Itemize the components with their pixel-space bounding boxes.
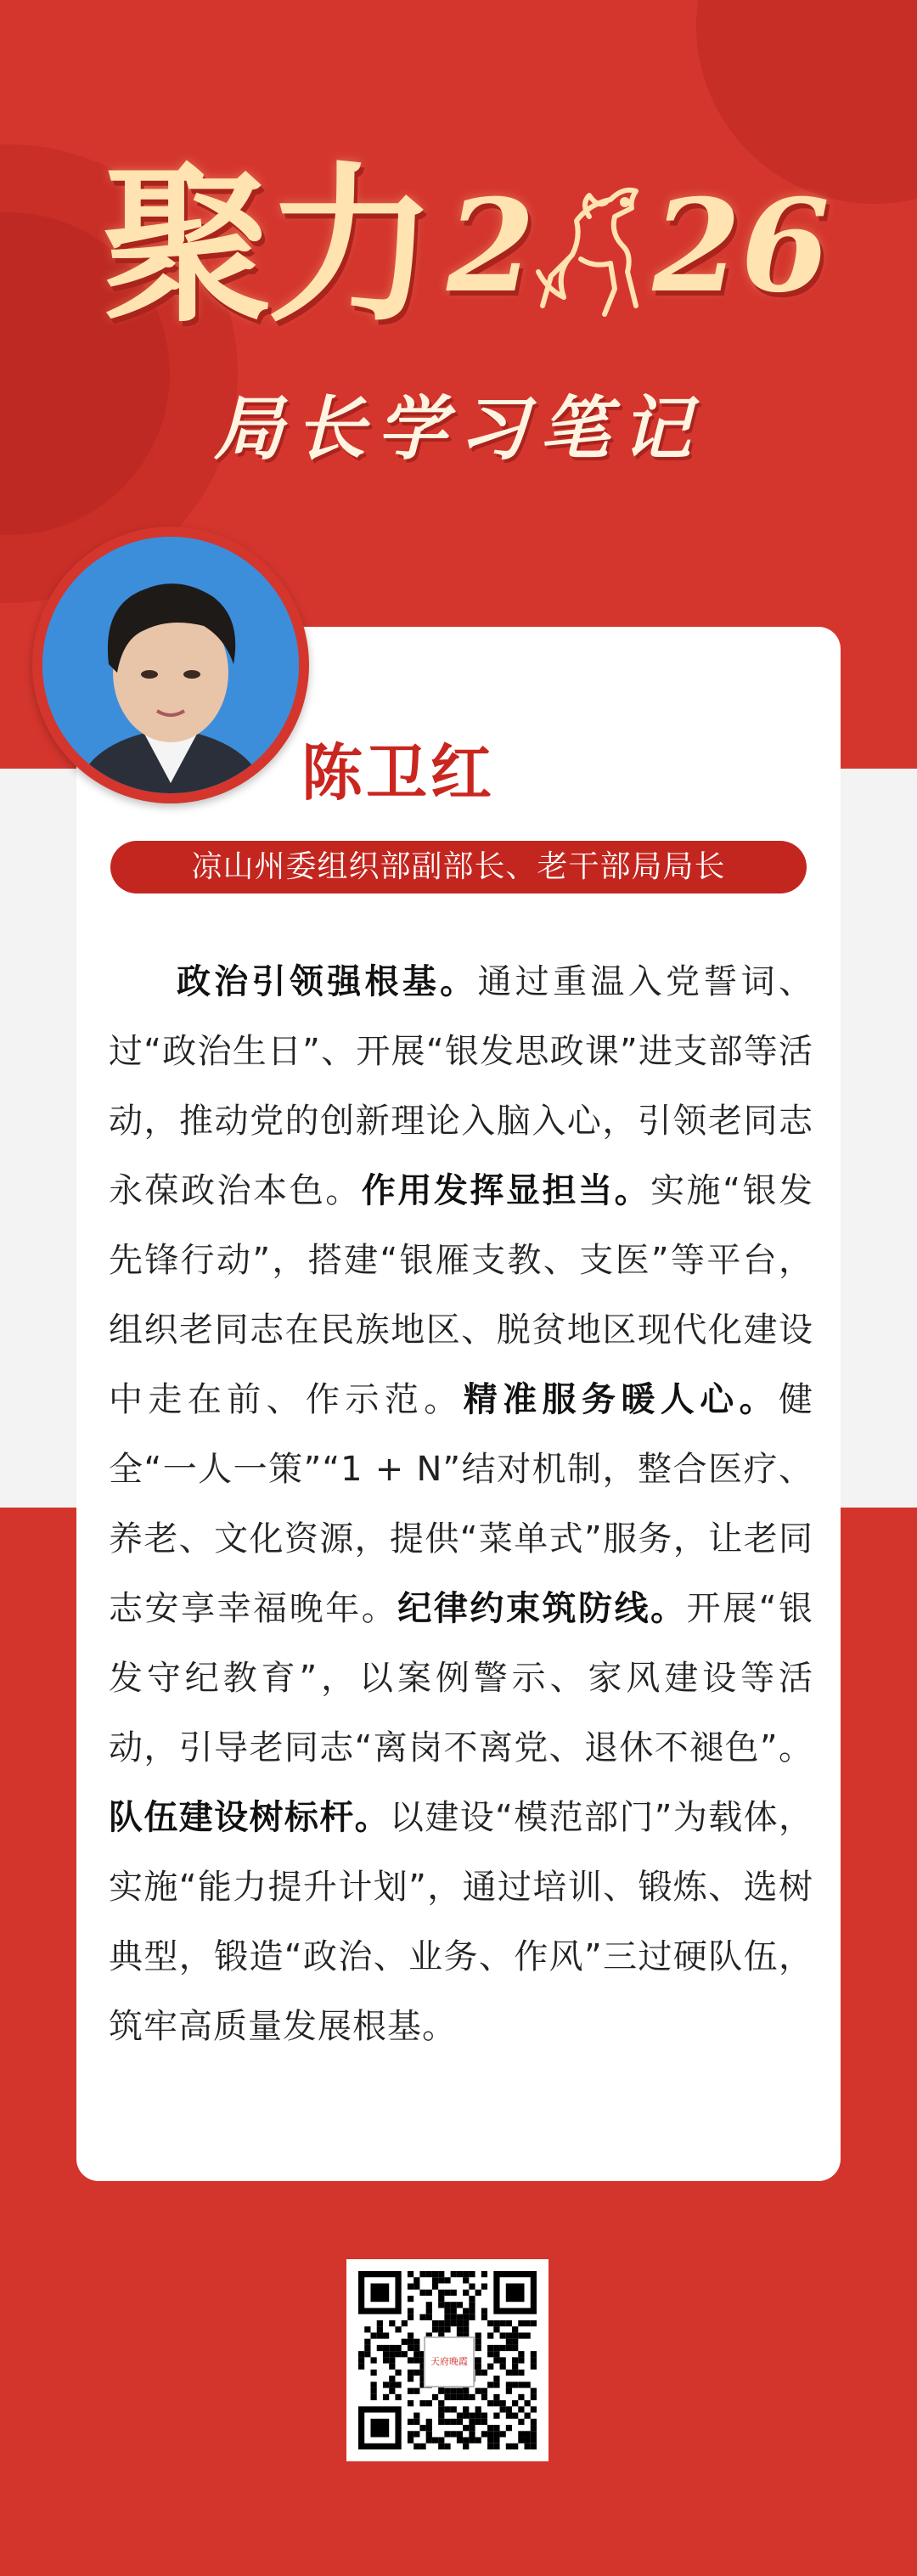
title-chars: 聚力 [102,146,432,346]
article-text: 实施“银发先锋行动”，搭建“银雁支教、支医”等平台，组织老同志在民族地区、脱贫地区现代化建设中走在前、作示范。 [109,1171,814,1419]
article-heading: 政治引领强根基。 [177,962,478,1001]
subtitle: 局长学习笔记 [214,389,703,470]
article-heading: 精准服务暖人心。 [463,1380,779,1419]
article-heading: 纪律约束筑防线。 [397,1589,687,1628]
title-year-part2: 26 [652,172,830,321]
avatar-photo [42,537,299,793]
qr-code[interactable] [346,2259,549,2461]
qr-logo: 天府晚霞 [424,2336,475,2387]
article-text: 健全“一人一策”“1 + N”结对机制，整合医疗、养老、文化资源，提供“菜单式”服务，让老同志安享幸福晚年。 [109,1380,814,1628]
person-name: 陈卫红 [301,736,496,809]
page-title [102,127,830,365]
title-year [447,170,830,323]
position-badge: 凉山州委组织部副部长、老干部局局长 [110,841,807,893]
article-body [109,947,813,2061]
avatar [42,537,299,793]
title-year-part1: 2 [447,172,536,321]
article-heading: 作用发挥显担当。 [361,1171,651,1210]
article-text: 开展“银发守纪教育”，以案例警示、家风建设等活动，引导老同志“离岗不离党、退休不褪色”。 [109,1589,813,1767]
horse-icon [530,170,657,323]
article-text: 通过重温入党誓词、过“政治生日”、开展“银发思政课”进支部等活动，推动党的创新理论入脑入心，引领老同志永葆政治本色。 [109,962,813,1210]
article-text: 以建设“模范部门”为载体，实施“能力提升计划”，通过培训、锻炼、选树典型，锻造“政治、业务、作风”三过硬队伍，筑牢高质量发展根基。 [109,1798,814,2046]
article-heading: 队伍建设树标杆。 [109,1798,391,1837]
